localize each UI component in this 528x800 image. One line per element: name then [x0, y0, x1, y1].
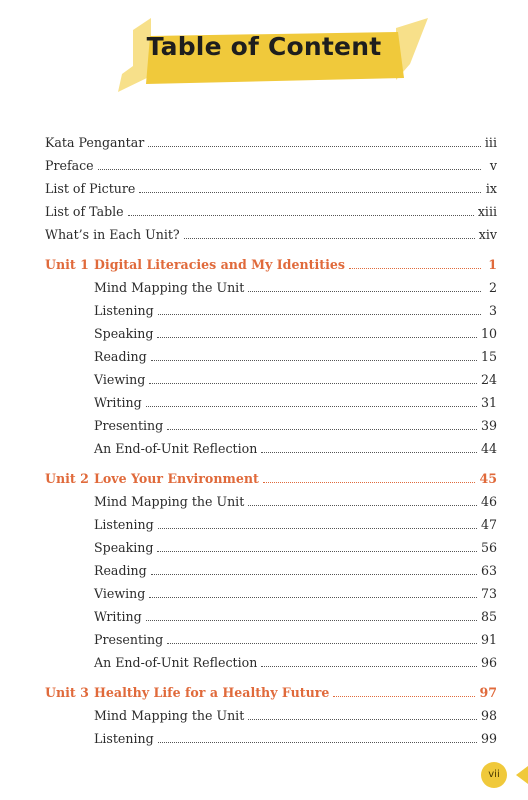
- toc-sub-entry-page: 63: [480, 563, 497, 578]
- dot-leader: [158, 527, 477, 529]
- toc-sub-entry-label: Mind Mapping the Unit: [94, 280, 245, 295]
- page-title: Table of Content: [146, 32, 382, 61]
- toc-entry-page: iii: [484, 135, 497, 150]
- toc-sub-entry[interactable]: [45, 411, 497, 434]
- dot-leader: [263, 481, 476, 483]
- toc-sub-entry-page: 39: [480, 418, 497, 433]
- toc-sub-entry-page: 73: [480, 586, 497, 601]
- toc-sub-entry-page: 46: [480, 494, 497, 509]
- unit-number: Unit 1: [45, 257, 89, 272]
- dot-leader: [167, 428, 477, 430]
- unit-heading[interactable]: [45, 464, 497, 487]
- dot-leader: [151, 359, 477, 361]
- toc-sub-entry[interactable]: [45, 487, 497, 510]
- toc-entry-page: v: [489, 158, 497, 173]
- dot-leader: [146, 619, 477, 621]
- toc-entry[interactable]: [45, 128, 497, 151]
- unit-title: Digital Literacies and My Identities: [94, 257, 345, 272]
- toc-entry-label: List of Table: [45, 204, 124, 219]
- unit-page: 1: [488, 257, 497, 272]
- toc-sub-entry[interactable]: [45, 602, 497, 625]
- toc-sub-entry-label: Reading: [94, 349, 147, 364]
- page-number-badge: vii: [481, 762, 507, 788]
- toc-sub-entry-label: Mind Mapping the Unit: [94, 494, 245, 509]
- page-tab-arrow: [516, 766, 528, 784]
- toc-entry-label: Preface: [45, 158, 94, 173]
- dot-leader: [157, 550, 476, 552]
- toc-sub-entry-label: Presenting: [94, 418, 164, 433]
- dot-leader: [151, 573, 477, 575]
- toc-sub-entry-page: 99: [480, 731, 497, 746]
- dot-leader: [261, 451, 477, 453]
- table-of-contents: [45, 128, 497, 747]
- toc-sub-entry-page: 31: [480, 395, 497, 410]
- unit-page: 45: [479, 471, 497, 486]
- toc-sub-entry-label: An End-of-Unit Reflection: [94, 441, 258, 456]
- toc-sub-entry[interactable]: [45, 388, 497, 411]
- toc-entry[interactable]: [45, 174, 497, 197]
- toc-sub-entry-page: 98: [480, 708, 497, 723]
- dot-leader: [261, 665, 477, 667]
- toc-sub-entry-page: 85: [480, 609, 497, 624]
- unit-title: Healthy Life for a Healthy Future: [94, 685, 330, 700]
- toc-sub-entry[interactable]: [45, 724, 497, 747]
- dot-leader: [184, 237, 475, 239]
- toc-entry[interactable]: [45, 220, 497, 243]
- toc-sub-entry[interactable]: [45, 319, 497, 342]
- toc-entry-page: xiii: [477, 204, 497, 219]
- unit-heading-label: [45, 471, 261, 487]
- toc-sub-entry[interactable]: [45, 701, 497, 724]
- dot-leader: [333, 695, 475, 697]
- unit-number: Unit 2: [45, 471, 89, 486]
- toc-sub-entry-label: Writing: [94, 609, 142, 624]
- toc-sub-entry-page: 96: [480, 655, 497, 670]
- dot-leader: [148, 145, 481, 147]
- toc-sub-entry-page: 56: [480, 540, 497, 555]
- toc-sub-entry-page: 91: [480, 632, 497, 647]
- dot-leader: [167, 642, 477, 644]
- unit-heading[interactable]: [45, 678, 497, 701]
- toc-sub-entry-label: Speaking: [94, 540, 154, 555]
- dot-leader: [158, 313, 481, 315]
- toc-sub-entry-label: Mind Mapping the Unit: [94, 708, 245, 723]
- toc-sub-entry-page: 10: [480, 326, 497, 341]
- toc-entry-label: List of Picture: [45, 181, 136, 196]
- unit-number: Unit 3: [45, 685, 89, 700]
- dot-leader: [248, 718, 477, 720]
- dot-leader: [149, 596, 477, 598]
- dot-leader: [149, 382, 477, 384]
- dot-leader: [146, 405, 477, 407]
- toc-sub-entry[interactable]: [45, 648, 497, 671]
- unit-heading-label: [45, 685, 331, 701]
- toc-sub-entry-label: Reading: [94, 563, 147, 578]
- dot-leader: [349, 267, 481, 269]
- toc-sub-entry-label: Viewing: [94, 586, 146, 601]
- toc-sub-entry-label: Viewing: [94, 372, 146, 387]
- toc-sub-entry-label: Speaking: [94, 326, 154, 341]
- toc-sub-entry[interactable]: [45, 296, 497, 319]
- unit-heading[interactable]: [45, 250, 497, 273]
- unit-title: Love Your Environment: [94, 471, 259, 486]
- dot-leader: [248, 290, 481, 292]
- toc-sub-entry[interactable]: [45, 625, 497, 648]
- toc-entry[interactable]: [45, 197, 497, 220]
- toc-sub-entry[interactable]: [45, 579, 497, 602]
- dot-leader: [158, 741, 477, 743]
- toc-sub-entry[interactable]: [45, 434, 497, 457]
- unit-heading-label: [45, 257, 347, 273]
- toc-sub-entry-page: 3: [488, 303, 497, 318]
- dot-leader: [157, 336, 476, 338]
- toc-sub-entry-label: Listening: [94, 303, 154, 318]
- toc-sub-entry[interactable]: [45, 342, 497, 365]
- toc-sub-entry-page: 15: [480, 349, 497, 364]
- unit-page: 97: [479, 685, 497, 700]
- toc-sub-entry-page: 44: [480, 441, 497, 456]
- toc-sub-entry-page: 2: [488, 280, 497, 295]
- toc-entry-label: What’s in Each Unit?: [45, 227, 180, 242]
- toc-sub-entry[interactable]: [45, 273, 497, 296]
- toc-sub-entry-label: Listening: [94, 731, 154, 746]
- toc-entry-page: xiv: [478, 227, 497, 242]
- toc-sub-entry[interactable]: [45, 556, 497, 579]
- dot-leader: [98, 168, 481, 170]
- dot-leader: [139, 191, 481, 193]
- toc-sub-entry[interactable]: [45, 510, 497, 533]
- toc-sub-entry-page: 24: [480, 372, 497, 387]
- dot-leader: [248, 504, 477, 506]
- toc-sub-entry-page: 47: [480, 517, 497, 532]
- toc-sub-entry-label: An End-of-Unit Reflection: [94, 655, 258, 670]
- dot-leader: [128, 214, 474, 216]
- toc-sub-entry[interactable]: [45, 533, 497, 556]
- toc-sub-entry-label: Listening: [94, 517, 154, 532]
- toc-entry[interactable]: [45, 151, 497, 174]
- toc-entry-page: ix: [485, 181, 497, 196]
- toc-sub-entry-label: Presenting: [94, 632, 164, 647]
- toc-sub-entry[interactable]: [45, 365, 497, 388]
- toc-entry-label: Kata Pengantar: [45, 135, 145, 150]
- toc-sub-entry-label: Writing: [94, 395, 142, 410]
